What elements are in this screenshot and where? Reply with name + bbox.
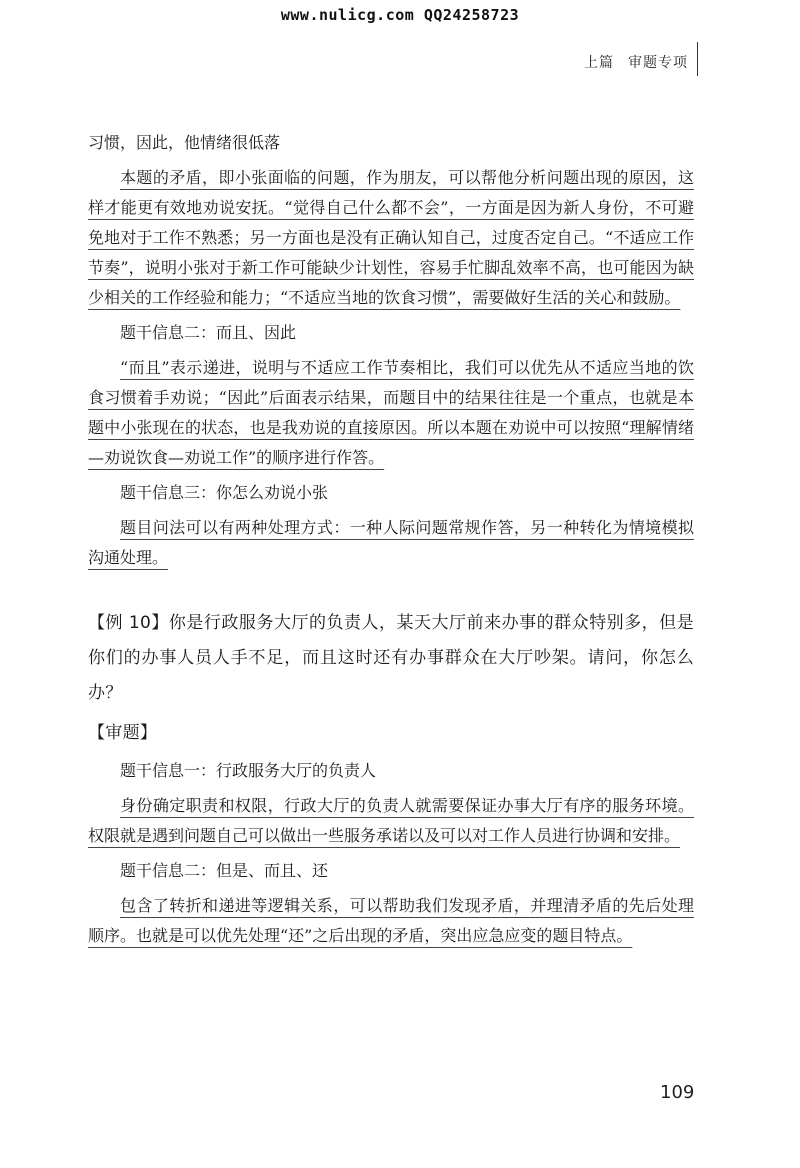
paragraph-analysis-logic: “而且”表示递进，说明与不适应工作节奏相比，我们可以优先从不适应当地的饮食习惯着手劝说；“因此”后面表示结果，而题目中的结果往往是一个重点，也就是本题中小张现在的状态，也是我劝说的直接原因。所以本题在劝说中可以按照“理解情绪—劝说饮食—劝说工作”的顺序进行作答。 [88,358,694,467]
header-part: 上篇 [584,55,614,71]
paragraph-analysis-contradiction: 本题的矛盾，即小张面临的问题，作为朋友，可以帮他分析问题出现的原因，这样才能更有效地劝说安抚。“觉得自己什么都不会”，一方面是因为新人身份，不可避免地对于工作不熟悉；另一方面也是没有正确认知自己，过度否定自己。“不适应工作节奏”，说明小张对于新工作可能缺少计划性，容易手忙脚乱效率不高，也可能因为缺少相关的工作经验和能力；“不适应当地的饮食习惯”，需要做好生活的关心和鼓励。 [88,168,694,307]
running-header [584,52,688,72]
header-section: 审题专项 [628,55,688,71]
page-body [88,128,694,956]
heading-clue-three: 题干信息三：你怎么劝说小张 [120,483,329,502]
paragraph-analysis-identity: 身份确定职责和权限，行政大厅的负责人就需要保证办事大厅有序的服务环境。权限就是遇到问题自己可以做出一些服务承诺以及可以对工作人员进行协调和安排。 [88,796,694,845]
heading-review: 【审题】 [88,723,158,743]
example-question: 【例 10】你是行政服务大厅的负责人，某天大厅前来办事的群众特别多，但是你们的办事人员人手不足，而且这时还有办事群众在大厅吵架。请问，你怎么办？ [88,613,694,703]
paragraph-continuation: 习惯，因此，他情绪很低落 [88,133,281,152]
header-divider [697,42,698,76]
heading-clue-two-b: 题干信息二：但是、而且、还 [120,861,329,880]
heading-clue-two: 题干信息二：而且、因此 [120,323,297,342]
heading-clue-one: 题干信息一：行政服务大厅的负责人 [120,761,377,780]
paragraph-analysis-relations: 包含了转折和递进等逻辑关系，可以帮助我们发现矛盾，并理清矛盾的先后处理顺序。也就是可以优先处理“还”之后出现的矛盾，突出应急应变的题目特点。 [88,896,694,945]
paragraph-analysis-question: 题目问法可以有两种处理方式：一种人际问题常规作答，另一种转化为情境模拟沟通处理。 [88,518,694,567]
page-number: 109 [660,1082,695,1103]
watermark-text: www.nulicg.com QQ24258723 [280,6,520,24]
